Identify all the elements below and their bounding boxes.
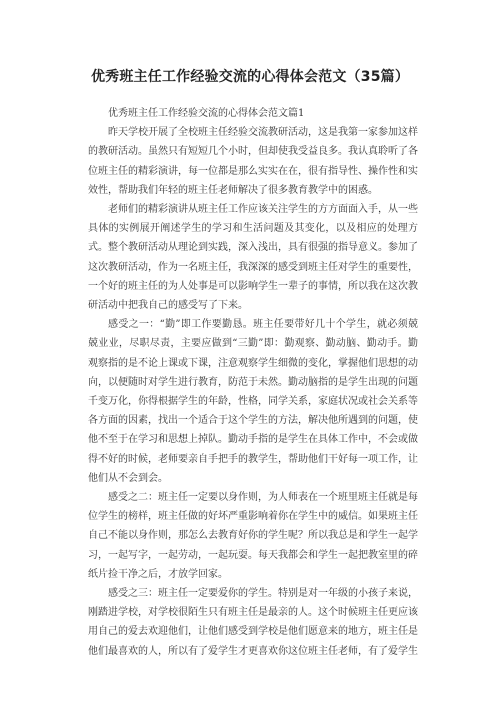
section-heading: 优秀班主任工作经验交流的心得体会范文篇1: [108, 108, 305, 119]
document-title: 优秀班主任工作经验交流的心得体会范文（35篇）: [90, 69, 410, 85]
paragraph-2: 老师们的精彩演讲从班主任工作应该关注学生的方方面面入手，从一些具体的实例展开阐述学生的学习和生活问题及其变化，以及相应的处理方式。整个教研活动从理论到实践，深入浅出，具有很强的指导意义。参加了这次教研活动，作为一名班主任，我深深的感受到班主任对学生的重要性，一个好的班主任的为人处事是可以影响学生一辈子的事情，所以我在这次教研活动中把我自己的感受写了下来。: [88, 204, 418, 312]
document-body: [88, 104, 418, 661]
paragraph-3: 感受之一：“勤”即工作要勤恳。班主任要带好几十个学生，就必须兢兢业业，尽职尽责，主要应做到“三勤”即：勤观察、勤动脑、勤动手。勤观察指的是不论上课或下课，注意观察学生细微的变化，掌握他们思想的动向，以便随时对学生进行教育，防范于未然。勤动脑指的是学生出现的问题千变万化，你得根据学生的年龄，性格，同学关系，家庭状况或社会关系等各方面的因素，找出一个适合于这个学生的方法，解决他所遇到的问题，使他不至于在学习和思想上掉队。勤动手指的是学生在具体工作中，不会或做得不好的时候，老师要亲自手把手的教学生，帮助他们干好每一项工作，让他们从不会到会。: [88, 319, 418, 484]
paragraph-5: 感受之三：班主任一定要爱你的学生。特别是对一年级的小孩子来说，刚踏进学校，对学校很陌生只有班主任是最亲的人。这个时候班主任更应该用自己的爱去欢迎他们，让他们感受到学校是他们愿意来的地方，班主任是他们最喜欢的人，所以有了爱学生才更喜欢你这位班主任老师，有了爱学生: [88, 588, 418, 657]
paragraph-1: 昨天学校开展了全校班主任经验交流教研活动，这是我第一家参加这样的教研活动。虽然只有短短几个小时，但却使我受益良多。我认真聆听了各位班主任的精彩演讲，每一位都是那么实实在在，很有指导性、操作性和实效性，帮助我们年轻的班主任老师解决了很多教育教学中的困惑。: [88, 127, 418, 196]
paragraph-4: 感受之二：班主任一定要以身作则，为人师表在一个班里班主任就是每位学生的榜样，班主任做的好坏严重影响着你在学生中的威信。如果班主任自己不能以身作则，那怎么去教育好你的学生呢？所以我总是和学生一起学习，一起写字，一起劳动，一起玩耍。每天我都会和学生一起把教室里的碎纸片捡干净之后，才放学回家。: [88, 492, 418, 580]
